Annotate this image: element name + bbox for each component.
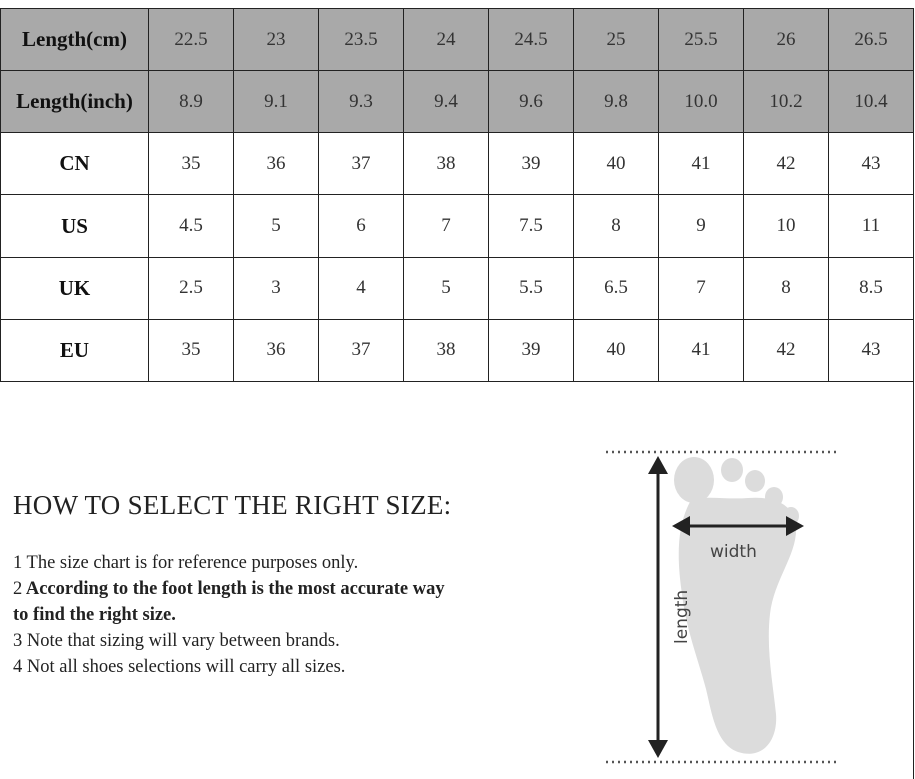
table-cell: 38 (404, 319, 489, 381)
table-cell: 5 (404, 257, 489, 319)
row-header: Length(inch) (1, 71, 149, 133)
table-cell: 9.1 (234, 71, 319, 133)
table-cell: 42 (744, 133, 829, 195)
howto-title: HOW TO SELECT THE RIGHT SIZE: (13, 490, 452, 520)
table-cell: 40 (574, 319, 659, 381)
table-cell: 41 (659, 319, 744, 381)
table-cell: 5 (234, 195, 319, 257)
size-chart-body (1, 9, 914, 382)
table-cell: 42 (744, 319, 829, 381)
row-header: US (1, 195, 149, 257)
note-2: 2 According to the foot length is the most accurate way to find the right size. (13, 579, 445, 625)
table-cell: 36 (234, 319, 319, 381)
table-cell: 6.5 (574, 257, 659, 319)
table-cell: 2.5 (149, 257, 234, 319)
foot-measurement-diagram (598, 444, 848, 774)
table-cell: 25.5 (659, 9, 744, 71)
foot-icon (674, 457, 799, 754)
table-cell: 26 (744, 9, 829, 71)
table-cell: 9 (659, 195, 744, 257)
table-cell: 40 (574, 133, 659, 195)
table-cell: 24 (404, 9, 489, 71)
table-cell: 41 (659, 133, 744, 195)
table-cell: 25 (574, 9, 659, 71)
table-cell: 6 (319, 195, 404, 257)
table-cell: 5.5 (489, 257, 574, 319)
table-cell: 43 (829, 319, 914, 381)
length-label: length (672, 589, 692, 644)
table-cell: 24.5 (489, 9, 574, 71)
table-cell: 10 (744, 195, 829, 257)
table-cell: 9.3 (319, 71, 404, 133)
table-cell: 9.6 (489, 71, 574, 133)
table-cell: 38 (404, 133, 489, 195)
row-header: Length(cm) (1, 9, 149, 71)
note-1: 1 The size chart is for reference purposes only. (13, 553, 359, 573)
table-cell: 8.9 (149, 71, 234, 133)
row-header: EU (1, 319, 149, 381)
table-cell: 7 (404, 195, 489, 257)
note-3: 3 Note that sizing will vary between brands. (13, 631, 340, 651)
table-row (1, 9, 914, 71)
table-cell: 9.8 (574, 71, 659, 133)
table-cell: 9.4 (404, 71, 489, 133)
table-row (1, 133, 914, 195)
table-cell: 39 (489, 133, 574, 195)
table-cell: 4.5 (149, 195, 234, 257)
table-cell: 36 (234, 133, 319, 195)
table-cell: 10.2 (744, 71, 829, 133)
table-cell: 22.5 (149, 9, 234, 71)
table-cell: 35 (149, 133, 234, 195)
table-cell: 37 (319, 133, 404, 195)
table-cell: 23 (234, 9, 319, 71)
table-cell: 10.0 (659, 71, 744, 133)
table-cell: 8 (574, 195, 659, 257)
table-cell: 10.4 (829, 71, 914, 133)
table-row (1, 195, 914, 257)
note-4: 4 Not all shoes selections will carry all sizes. (13, 657, 346, 677)
table-cell: 3 (234, 257, 319, 319)
table-cell: 4 (319, 257, 404, 319)
table-cell: 43 (829, 133, 914, 195)
table-cell: 37 (319, 319, 404, 381)
table-cell: 7 (659, 257, 744, 319)
table-cell: 8 (744, 257, 829, 319)
table-cell: 8.5 (829, 257, 914, 319)
table-cell: 26.5 (829, 9, 914, 71)
row-header: UK (1, 257, 149, 319)
table-cell: 11 (829, 195, 914, 257)
table-cell: 23.5 (319, 9, 404, 71)
width-label: width (710, 542, 757, 562)
size-chart-table (0, 8, 914, 382)
length-arrow (648, 456, 668, 758)
table-cell: 39 (489, 319, 574, 381)
row-header: CN (1, 133, 149, 195)
table-row (1, 257, 914, 319)
page-border (913, 382, 914, 779)
instruction-notes (13, 550, 473, 680)
table-row (1, 71, 914, 133)
table-row (1, 319, 914, 381)
table-cell: 35 (149, 319, 234, 381)
table-cell: 7.5 (489, 195, 574, 257)
